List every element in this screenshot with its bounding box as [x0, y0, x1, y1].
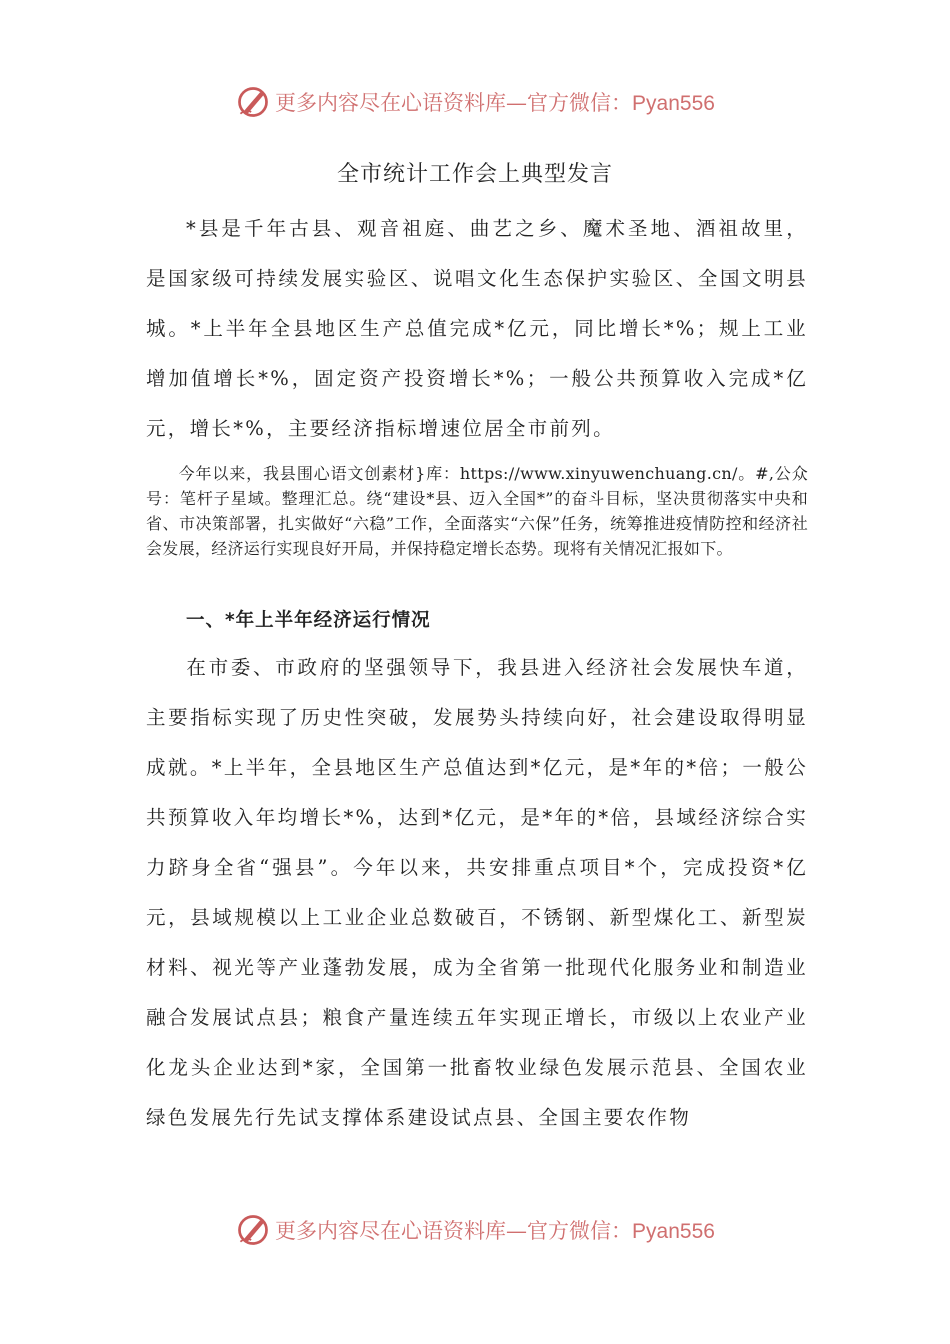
banner-wechat-id: Pyan556: [632, 1220, 715, 1243]
paragraph-intro-text: *县是千年古县、观音祖庭、曲艺之乡、魔术圣地、酒祖故里，是国家级可持续发展实验区、说唱文化生态保护实验区、全国文明县城。*上半年全县地区生产总值完成*亿元，同比增长*%；规上工业增加值增长*%，固定资产投资增长*%；一般公共预算收入完成*亿元，增长*%，主要经济指标增速位居全市前列。: [146, 217, 808, 440]
banner-wechat-id: Pyan556: [632, 92, 715, 115]
paragraph-economy-text: 在市委、市政府的坚强领导下，我县进入经济社会发展快车道，主要指标实现了历史性突破，发展势头持续向好，社会建设取得明显成就。*上半年，全县地区生产总值达到*亿元，是*年的*倍；一般公共预算收入年均增长*%，达到*亿元，是*年的*倍，县域经济综合实力跻身全省“强县”。今年以来，共安排重点项目*个，完成投资*亿元，县域规模以上工业企业总数破百，不锈钢、新型煤化工、新型炭材料、视光等产业蓬勃发展，成为全省第一批现代化服务业和制造业融合发展试点县；粮食产量连续五年实现正增长，市级以上农业产业化龙头企业达到*家，全国第一批畜牧业绿色发展示范县、全国农业绿色发展先行先试支撑体系建设试点县、全国主要农作物: [146, 656, 808, 1129]
paragraph-overview-text: 今年以来，我县围心语文创素材}库：https://www.xinyuwenchuang.cn/。#,公众号：笔杆子星域。整理汇总。绕“建设*县、迈入全国*”的奋斗目标，坚决贯彻落实中央和省、市决策部署，扎实做好“六稳”工作，全面落实“六保”任务，统筹推进疫情防控和经济社会发展，经济运行实现良好开局，并保持稳定增长态势。现将有关情况汇报如下。: [146, 464, 808, 558]
section-heading-1: 一、*年上半年经济运行情况: [186, 610, 431, 631]
banner-text: [275, 87, 715, 117]
footer-banner: [0, 1210, 950, 1250]
pen-in-circle-icon: [235, 84, 271, 120]
paragraph-overview: [146, 461, 808, 561]
pen-in-circle-icon: [235, 1212, 271, 1248]
document-title: 全市统计工作会上典型发言: [336, 162, 613, 187]
paragraph-intro: [146, 204, 808, 454]
banner-text: [275, 1215, 715, 1245]
banner-slogan: 更多内容尽在心语资料库—官方微信：: [275, 91, 633, 115]
banner-slogan: 更多内容尽在心语资料库—官方微信：: [275, 1219, 633, 1243]
paragraph-economy: [146, 643, 808, 1143]
header-banner: [0, 82, 950, 122]
